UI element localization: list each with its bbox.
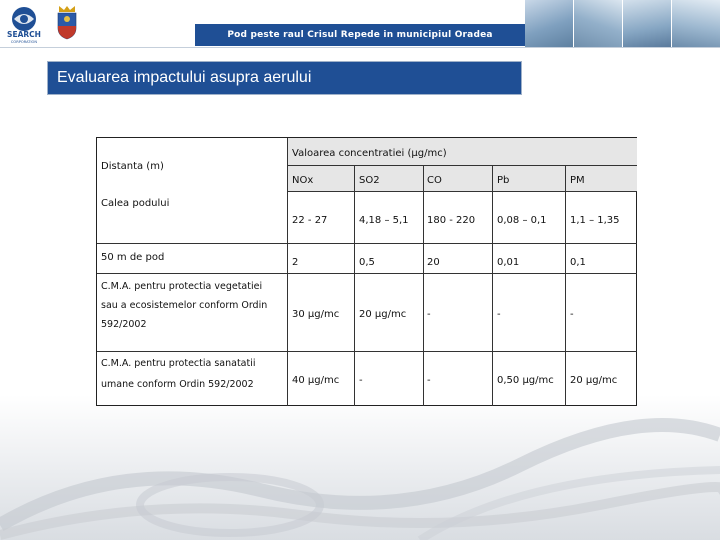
background-road-decoration: [0, 395, 720, 540]
table-cell: 4,18 – 5,1: [359, 215, 409, 226]
table-cell: 2: [292, 257, 299, 268]
table-cell: -: [570, 309, 574, 320]
header: [0, 0, 720, 48]
table-cell: 22 - 27: [292, 215, 328, 226]
table-cell: 30 µg/mc: [292, 309, 340, 320]
column-header-nox: NOx: [292, 175, 314, 186]
row-label-cma-vegetatie-line3: 592/2002: [101, 319, 147, 330]
highway-photo: [574, 0, 622, 48]
table-cell: 20 µg/mc: [359, 309, 407, 320]
row-label-cma-sanatate-line2: umane conform Ordin 592/2002: [101, 379, 254, 390]
search-logo: [4, 4, 44, 44]
table-cell: -: [497, 309, 501, 320]
highway-photo: [623, 0, 671, 48]
presentation-title: Pod peste raul Crisul Repede in municipiul Oradea: [195, 24, 525, 46]
row-label-cma-vegetatie-line1: C.M.A. pentru protectia vegetatiei: [101, 281, 263, 292]
row-label-cma-sanatate-line1: C.M.A. pentru protectia sanatatii: [101, 358, 256, 369]
table-cell: 20: [427, 257, 440, 268]
table-cell: -: [359, 375, 363, 386]
logo-subtext: CORPORATION: [10, 40, 38, 44]
column-header-so2: SO2: [359, 175, 380, 186]
city-crest-logo: [56, 4, 78, 40]
table-cell: 40 µg/mc: [292, 375, 340, 386]
table-cell: -: [427, 375, 431, 386]
highway-photo: [672, 0, 720, 48]
distance-header: Distanta (m): [101, 161, 164, 172]
table-cell: 1,1 – 1,35: [570, 215, 620, 226]
table-cell: 0,5: [359, 257, 375, 268]
column-header-co: CO: [427, 175, 442, 186]
row-label-calea-podului: Calea podului: [101, 198, 170, 209]
table-cell: 0,1: [570, 257, 586, 268]
column-header-pb: Pb: [497, 175, 510, 186]
table-cell: 0,01: [497, 257, 520, 268]
header-photo-strip: [525, 0, 720, 48]
logo-text: SEARCH: [7, 30, 41, 39]
header-divider: [0, 47, 720, 48]
column-header-pm: PM: [570, 175, 585, 186]
table-cell: 0,50 µg/mc: [497, 375, 554, 386]
table-cell: 0,08 – 0,1: [497, 215, 547, 226]
section-title: Evaluarea impactului asupra aerului: [47, 61, 522, 95]
row-label-cma-vegetatie-line2: sau a ecosistemelor conform Ordin: [101, 300, 268, 311]
air-quality-table: [96, 137, 637, 406]
concentration-header: Valoarea concentratiei (µg/mc): [292, 148, 447, 159]
highway-photo: [525, 0, 573, 48]
table-cell: 20 µg/mc: [570, 375, 618, 386]
table-cell: 180 - 220: [427, 215, 476, 226]
row-label-50m: 50 m de pod: [101, 252, 165, 263]
table-cell: -: [427, 309, 431, 320]
